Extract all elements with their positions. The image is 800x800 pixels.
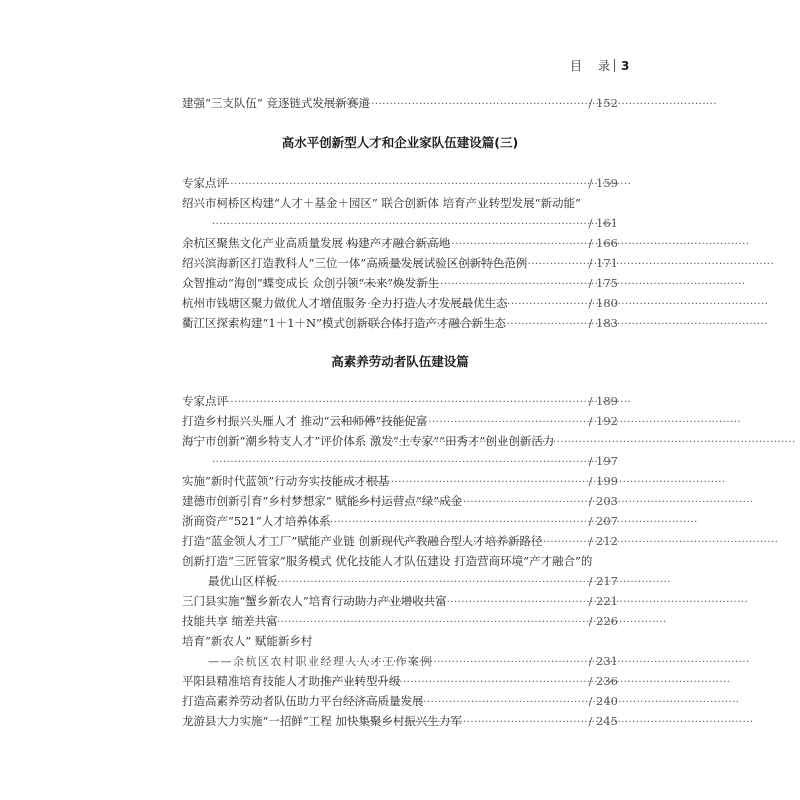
toc-entry[interactable] [182, 431, 618, 451]
leader-dots [312, 95, 584, 115]
toc-entry-page: / 171 [588, 256, 618, 270]
toc-entry-page: / 221 [588, 594, 618, 608]
leader-dots [321, 473, 585, 493]
leader-dots [349, 493, 584, 513]
section-heading: 高水平创新型人才和企业家队伍建设篇(三) [281, 135, 519, 150]
toc-entry[interactable] [182, 711, 618, 731]
running-head-char: 目 [570, 59, 583, 73]
toc-entry-title: 专家点评 [182, 176, 228, 190]
leader-dots [363, 315, 584, 335]
leader-dots [212, 215, 585, 235]
leader-dots [227, 175, 585, 195]
running-head-char: 录 [598, 59, 611, 73]
toc-entry[interactable] [182, 671, 618, 691]
leader-dots [262, 613, 584, 633]
toc-entry-title: 打造“蓝金领人才工厂”赋能产业链 创新现代产教融合型人才培养新路径 [182, 534, 543, 548]
leader-dots [349, 713, 585, 733]
toc-entry-page: / 180 [588, 296, 618, 310]
leader-dots [335, 693, 585, 713]
toc-entry-title: 余杭区聚焦文化产业高质量发展 构建产才融合新高地 [182, 236, 451, 250]
toc-entry-title: 专家点评 [182, 394, 228, 408]
toc-entry-page: / 236 [588, 674, 618, 688]
toc-entry-title: 打造乡村振兴头雁人才 推动“云和师傅”技能促富 [182, 414, 428, 428]
toc-entry-page: / 189 [588, 394, 618, 408]
running-head-divider [614, 59, 615, 72]
toc-entry-title: 打造高素养劳动者队伍助力平台经济高质量发展 [182, 694, 424, 708]
toc-entry-page: / 161 [588, 216, 618, 230]
toc-entry-page: / 192 [588, 414, 618, 428]
toc-entry-page: / 152 [588, 96, 618, 110]
running-head-title [570, 57, 610, 74]
toc-entry[interactable] [182, 273, 618, 293]
toc-entry-continuation[interactable] [182, 213, 618, 233]
toc-entry[interactable] [182, 313, 618, 333]
toc-entry-page: / 166 [588, 236, 618, 250]
toc-entry-title: 技能共享 缩差共富 [182, 614, 278, 628]
toc-entry-title: 平阳县精准培育技能人才助推产业转型升级 [182, 674, 401, 688]
toc-entry[interactable] [182, 193, 618, 213]
toc-entry-subtitle: 最优山区样板 [208, 574, 277, 588]
toc-entry[interactable] [182, 511, 618, 531]
toc-entry-title: 绍兴滨海新区打造教科人“三位一体”高质量发展试验区创新特色范例 [182, 256, 528, 270]
toc-entry-page: / 231 [588, 654, 618, 668]
toc-entry-page: / 217 [588, 574, 618, 588]
leader-dots [345, 235, 585, 255]
toc-entry-title: 海宁市创新“潮乡特支人才”评价体系 激发“土专家”“田秀才”创业创新活力 [182, 434, 555, 448]
toc-entry-title: 建强“三支队伍” 竞逐链式发展新赛道 [182, 96, 370, 110]
toc-entry-title: 绍兴市柯桥区构建“人才＋基金＋园区” 联合创新体 培育产业转型发展“新动能” [182, 196, 581, 210]
leader-dots [374, 533, 585, 553]
toc-entry-continuation[interactable] [182, 571, 618, 591]
toc-entry-page: / 207 [588, 514, 618, 528]
toc-entry[interactable] [182, 253, 618, 273]
leader-dots [227, 393, 585, 413]
leader-dots [293, 513, 584, 533]
toc-entry[interactable] [182, 631, 618, 651]
toc-entry[interactable] [182, 611, 618, 631]
toc-entry-subtitle: ——余杭区农村职业经理人人才工作案例 [208, 655, 433, 668]
toc-entry-page: / 240 [588, 694, 618, 708]
toc-entry-page: / 175 [588, 276, 618, 290]
leader-dots [341, 275, 585, 295]
toc-entry-page: / 159 [588, 176, 618, 190]
toc-entry-title: 实施“新时代蓝领”行动夯实技能成才根基 [182, 474, 390, 488]
toc-entry-title: 众智推动“海创”蝶变成长 众创引领“未来”焕发新生 [182, 276, 440, 290]
running-head [570, 57, 629, 74]
page-number: 3 [621, 58, 630, 73]
toc-entry-continuation[interactable] [182, 651, 618, 671]
toc-entry-continuation[interactable] [182, 451, 618, 471]
leader-dots [336, 413, 584, 433]
leader-dots [364, 295, 585, 315]
toc-entry[interactable] [182, 391, 618, 411]
toc-entry[interactable] [182, 531, 618, 551]
toc-entry-page: / 245 [588, 714, 618, 728]
toc-entry-page: / 212 [588, 534, 618, 548]
toc-entry-title: 杭州市钱塘区聚力做优人才增值服务 全力打造人才发展最优生态 [182, 296, 508, 310]
leader-dots [345, 653, 584, 673]
toc-entry-page: / 226 [588, 614, 618, 628]
toc-entry[interactable] [182, 411, 618, 431]
leader-dots [369, 255, 584, 275]
toc-entry-title: 培育“新农人” 赋能新乡村 [182, 634, 313, 648]
section-heading: 高素养劳动者队伍建设篇 [331, 354, 469, 369]
toc-entry[interactable] [182, 93, 618, 113]
toc-entry[interactable] [182, 233, 618, 253]
toc-entry[interactable] [182, 491, 618, 511]
leader-dots [326, 673, 585, 693]
leader-dots [212, 453, 585, 473]
table-of-contents [182, 93, 618, 731]
toc-entry[interactable] [182, 591, 618, 611]
toc-entry-title: 衢江区探索构建“1＋1＋N”模式创新联合体打造产才融合新生态 [182, 316, 506, 330]
toc-entry-title: 建德市创新引育“乡村梦想家” 赋能乡村运营点“绿”成金 [182, 494, 463, 508]
toc-entry[interactable] [182, 471, 618, 491]
toc-entry-title: 龙游县大力实施“一招鲜”工程 加快集聚乡村振兴生力军 [182, 714, 462, 728]
toc-entry-title: 三门县实施“蟹乡新农人”培育行动助力产业增收共富 [182, 594, 447, 608]
leader-dots [344, 593, 585, 613]
toc-entry-page: / 199 [588, 474, 618, 488]
toc-entry[interactable] [182, 691, 618, 711]
toc-entry-page: / 203 [588, 494, 618, 508]
toc-entry-page: / 197 [588, 454, 618, 468]
toc-entry-title: 浙商资产“521”人才培养体系 [182, 514, 331, 528]
toc-entry-title: 创新打造“三匠管家”服务模式 优化技能人才队伍建设 打造营商环境“产才融合”的 [182, 554, 593, 568]
leader-dots [266, 573, 584, 593]
toc-entry[interactable] [182, 551, 618, 571]
toc-entry[interactable] [182, 173, 618, 193]
leader-dots [391, 433, 614, 453]
toc-entry-page: / 183 [588, 316, 618, 330]
toc-entry[interactable] [182, 293, 618, 313]
